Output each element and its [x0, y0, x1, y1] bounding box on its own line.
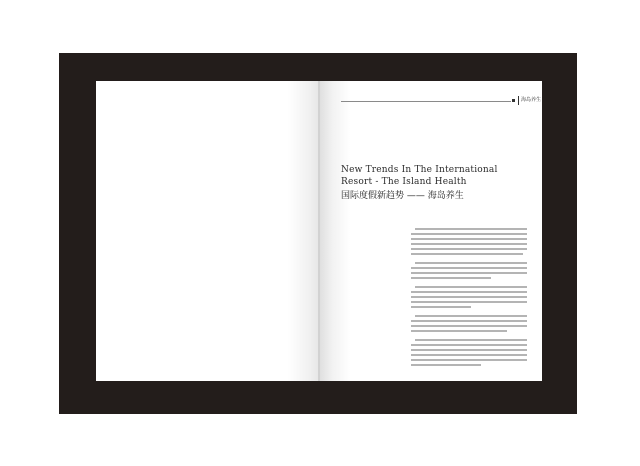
text-line: [411, 320, 527, 322]
text-line: [411, 306, 471, 308]
text-line: [411, 349, 527, 351]
article-title-chinese: 国际度假新趋势 —— 海岛养生: [341, 191, 464, 201]
title-en-line-1: New Trends In The International: [341, 165, 498, 175]
paragraph: [411, 339, 526, 366]
text-line: [411, 359, 527, 361]
article-body-text: [411, 228, 526, 373]
section-header-label: 海岛养生: [521, 97, 542, 103]
text-line: [411, 325, 527, 327]
paragraph: [411, 286, 526, 308]
text-line: [415, 286, 527, 288]
text-line: [411, 364, 481, 366]
header-square-bullet: [512, 99, 515, 102]
paragraph: [411, 228, 526, 255]
text-line: [415, 228, 527, 230]
text-line: [415, 339, 527, 341]
book-spine: [318, 81, 320, 381]
paragraph: [411, 315, 526, 332]
text-line: [411, 272, 527, 274]
text-line: [411, 344, 527, 346]
text-line: [411, 248, 527, 250]
header-rule: [341, 101, 511, 102]
paragraph: [411, 262, 526, 279]
header-separator: [518, 96, 519, 105]
text-line: [411, 330, 507, 332]
text-line: [411, 291, 527, 293]
text-line: [415, 262, 527, 264]
text-line: [411, 243, 527, 245]
text-line: [411, 253, 523, 255]
article-title-english: [341, 164, 531, 188]
text-line: [411, 267, 527, 269]
text-line: [411, 238, 527, 240]
text-line: [415, 315, 527, 317]
left-blank-page: [96, 81, 319, 381]
title-en-line-2: Resort - The Island Health: [341, 177, 467, 187]
text-line: [411, 354, 527, 356]
text-line: [411, 277, 491, 279]
text-line: [411, 301, 527, 303]
text-line: [411, 233, 527, 235]
text-line: [411, 296, 527, 298]
